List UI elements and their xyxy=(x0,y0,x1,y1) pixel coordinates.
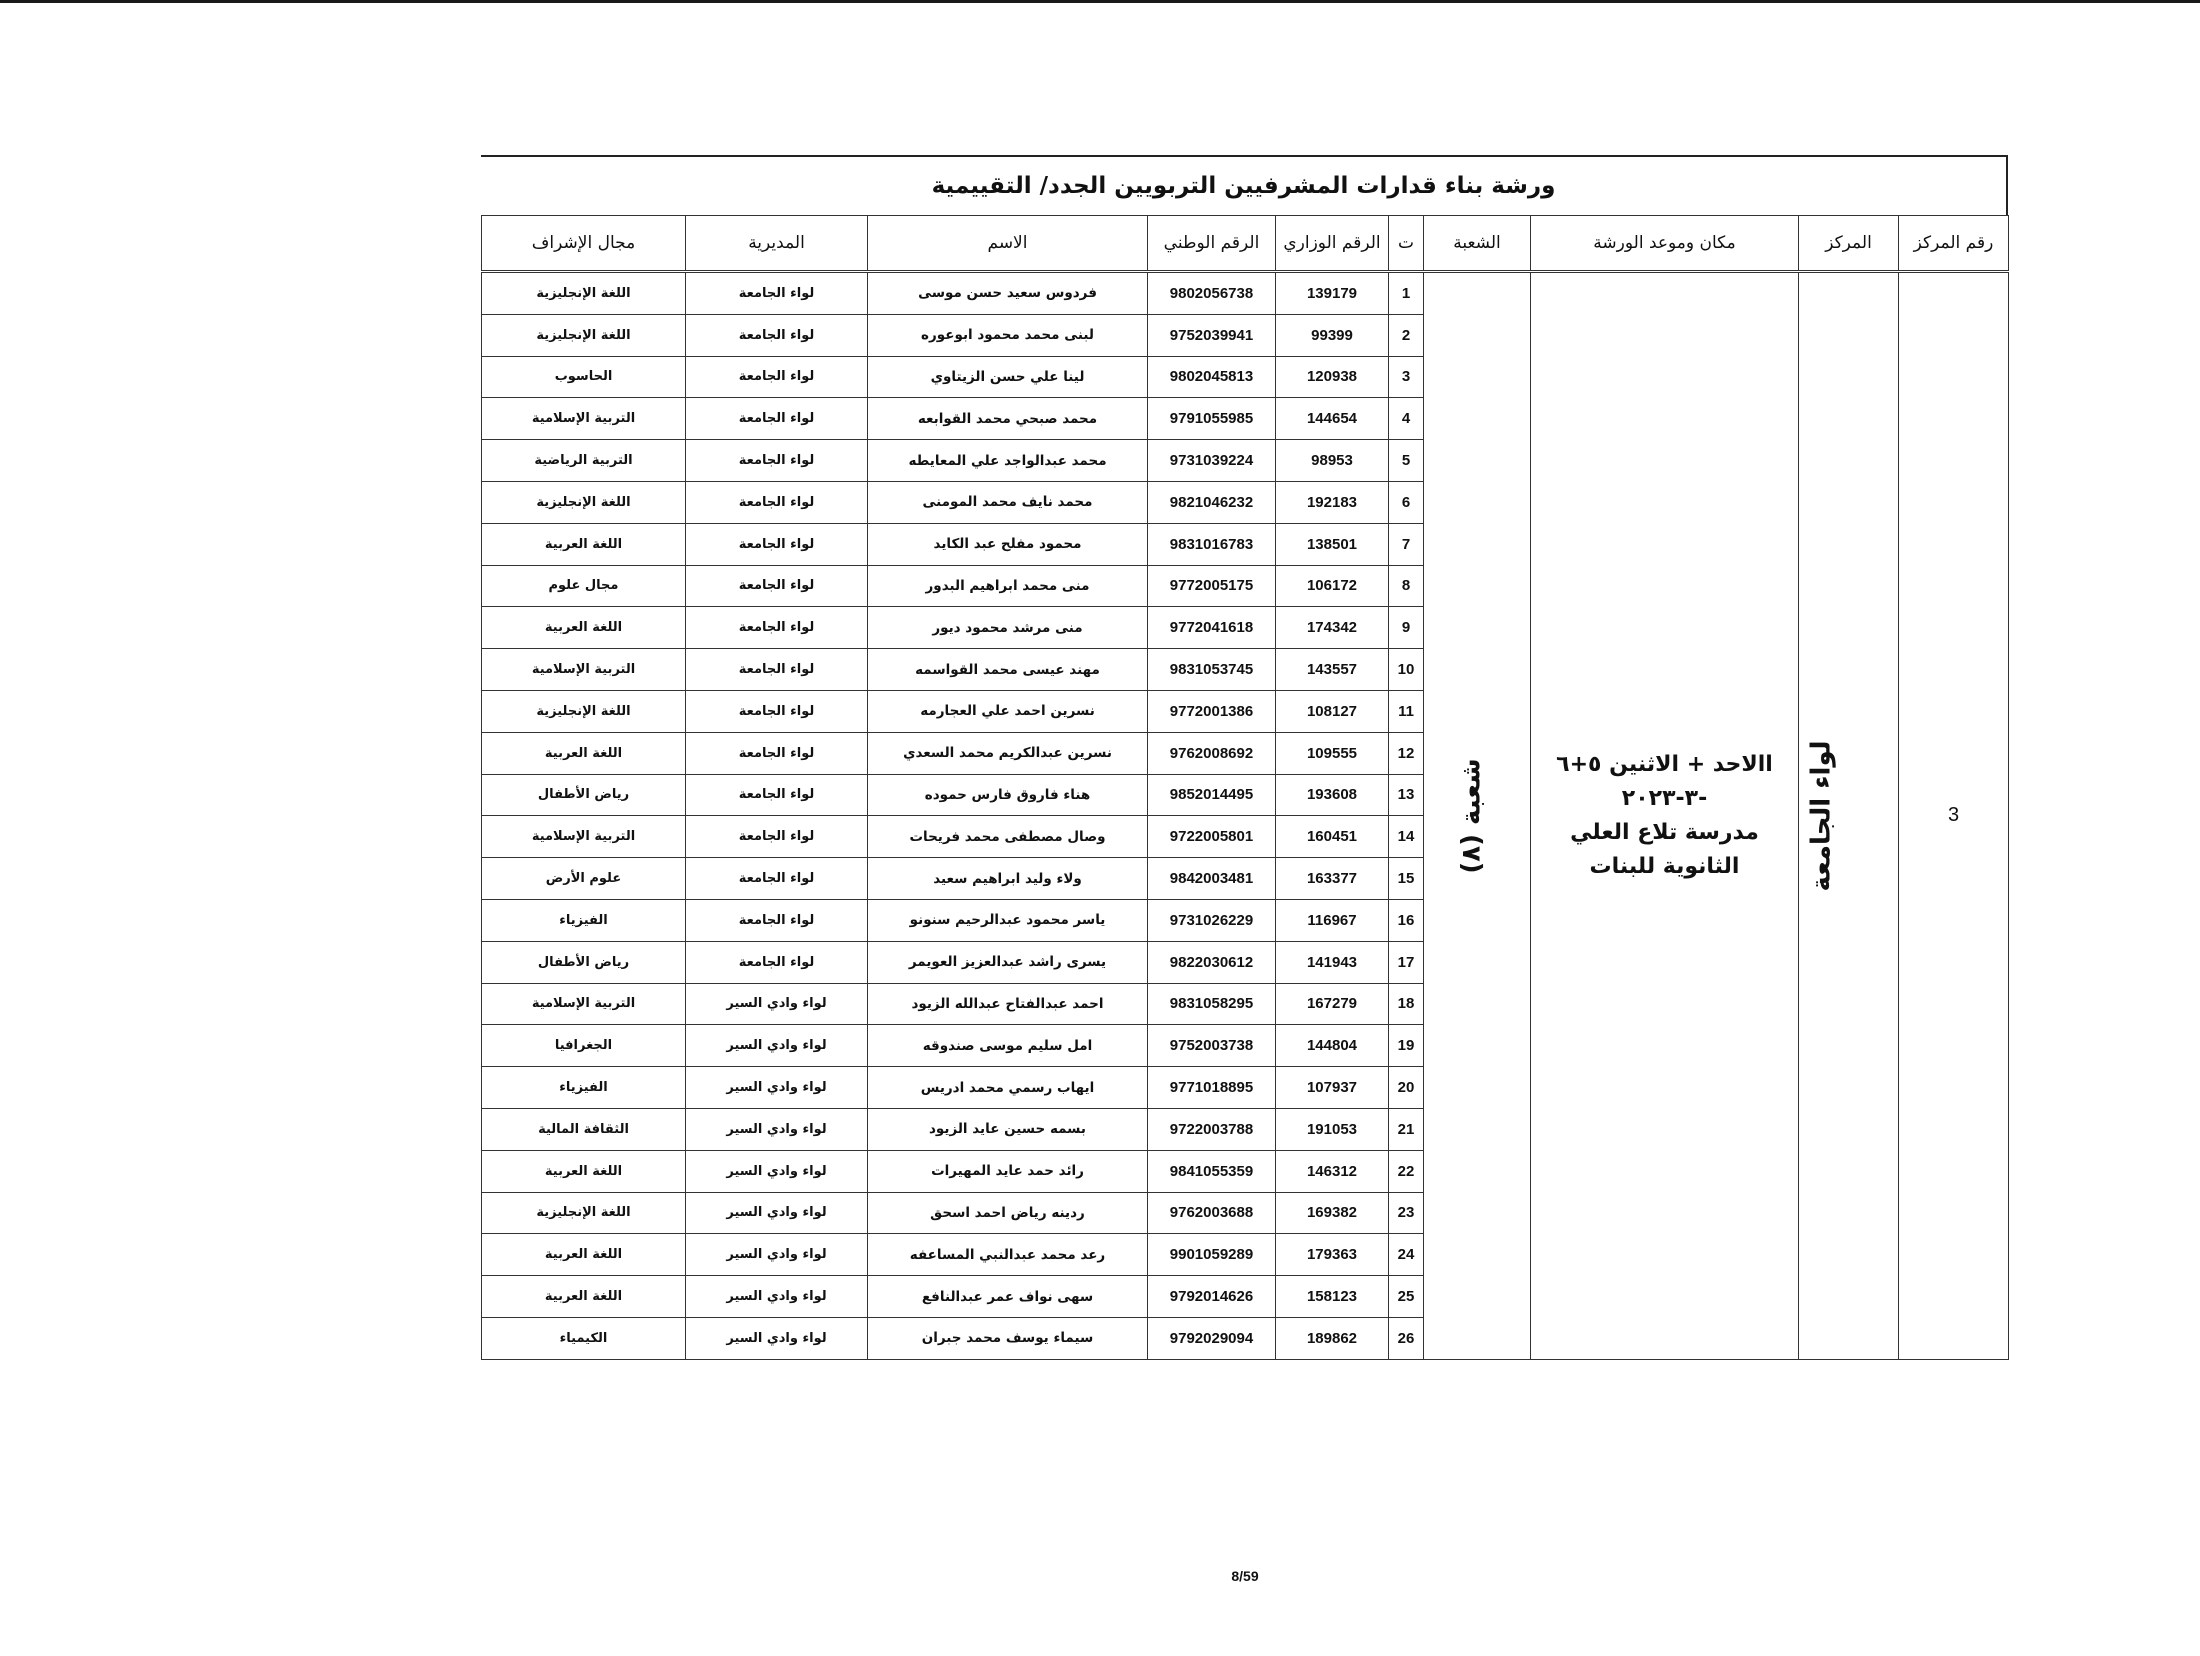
row-national-no: 9831058295 xyxy=(1148,983,1276,1025)
center-cell xyxy=(1799,272,1899,1360)
row-ministry-no: 193608 xyxy=(1276,774,1389,816)
row-name: بسمه حسين عايد الزيود xyxy=(868,1108,1148,1150)
row-seq: 8 xyxy=(1389,565,1424,607)
row-seq: 21 xyxy=(1389,1108,1424,1150)
header-seq: ت xyxy=(1389,216,1424,272)
row-field: رياض الأطفال xyxy=(482,941,686,983)
row-field: رياض الأطفال xyxy=(482,774,686,816)
row-national-no: 9772041618 xyxy=(1148,607,1276,649)
row-seq: 15 xyxy=(1389,858,1424,900)
row-field: التربية الإسلامية xyxy=(482,983,686,1025)
row-directorate: لواء وادي السير xyxy=(686,1067,868,1109)
row-national-no: 9731039224 xyxy=(1148,440,1276,482)
row-national-no: 9842003481 xyxy=(1148,858,1276,900)
row-seq: 9 xyxy=(1389,607,1424,649)
row-national-no: 9831016783 xyxy=(1148,523,1276,565)
row-field: التربية الرياضية xyxy=(482,440,686,482)
row-directorate: لواء الجامعة xyxy=(686,272,868,315)
venue-place: مدرسة تلاع العلي الثانوية للبنات xyxy=(1570,819,1759,879)
row-field: اللغة العربية xyxy=(482,523,686,565)
center-name: لواء الجامعة xyxy=(1806,740,1837,892)
row-name: سهى نواف عمر عبدالنافع xyxy=(868,1276,1148,1318)
row-directorate: لواء الجامعة xyxy=(686,774,868,816)
row-seq: 17 xyxy=(1389,941,1424,983)
row-field: الفيزياء xyxy=(482,899,686,941)
row-name: مهند عيسى محمد القواسمه xyxy=(868,649,1148,691)
table-row xyxy=(482,272,2009,315)
row-name: منى محمد ابراهيم البدور xyxy=(868,565,1148,607)
row-name: نسرين احمد علي العجارمه xyxy=(868,690,1148,732)
row-national-no: 9792029094 xyxy=(1148,1317,1276,1359)
row-seq: 20 xyxy=(1389,1067,1424,1109)
row-national-no: 9802056738 xyxy=(1148,272,1276,315)
row-national-no: 9852014495 xyxy=(1148,774,1276,816)
row-seq: 10 xyxy=(1389,649,1424,691)
row-field: علوم الأرض xyxy=(482,858,686,900)
header-section: الشعبة xyxy=(1424,216,1531,272)
row-field: مجال علوم xyxy=(482,565,686,607)
row-directorate: لواء وادي السير xyxy=(686,1192,868,1234)
row-name: محمود مفلح عبد الكايد xyxy=(868,523,1148,565)
scan-top-edge xyxy=(0,0,2200,3)
row-field: اللغة العربية xyxy=(482,607,686,649)
row-ministry-no: 143557 xyxy=(1276,649,1389,691)
row-ministry-no: 98953 xyxy=(1276,440,1389,482)
document-sheet xyxy=(481,155,2008,1360)
row-directorate: لواء الجامعة xyxy=(686,858,868,900)
row-ministry-no: 138501 xyxy=(1276,523,1389,565)
document-title: ورشة بناء قدارات المشرفيين التربويين الجدد/ التقييمية xyxy=(481,155,2008,215)
row-seq: 1 xyxy=(1389,272,1424,315)
row-directorate: لواء وادي السير xyxy=(686,983,868,1025)
row-directorate: لواء الجامعة xyxy=(686,398,868,440)
row-directorate: لواء الجامعة xyxy=(686,899,868,941)
row-name: ايهاب رسمي محمد ادريس xyxy=(868,1067,1148,1109)
row-national-no: 9831053745 xyxy=(1148,649,1276,691)
row-field: التربية الإسلامية xyxy=(482,398,686,440)
row-field: اللغة الإنجليزية xyxy=(482,481,686,523)
row-directorate: لواء وادي السير xyxy=(686,1234,868,1276)
row-ministry-no: 163377 xyxy=(1276,858,1389,900)
header-center-no: رقم المركز xyxy=(1899,216,2009,272)
row-field: التربية الإسلامية xyxy=(482,649,686,691)
row-field: اللغة العربية xyxy=(482,1276,686,1318)
row-name: وصال مصطفى محمد فريحات xyxy=(868,816,1148,858)
row-directorate: لواء وادي السير xyxy=(686,1025,868,1067)
header-row xyxy=(482,216,2009,272)
row-seq: 18 xyxy=(1389,983,1424,1025)
row-ministry-no: 144654 xyxy=(1276,398,1389,440)
section-cell xyxy=(1424,272,1531,1360)
row-ministry-no: 107937 xyxy=(1276,1067,1389,1109)
row-ministry-no: 169382 xyxy=(1276,1192,1389,1234)
row-field: اللغة العربية xyxy=(482,732,686,774)
row-field: اللغة الإنجليزية xyxy=(482,1192,686,1234)
row-field: اللغة الإنجليزية xyxy=(482,314,686,356)
row-name: نسرين عبدالكريم محمد السعدي xyxy=(868,732,1148,774)
row-name: لينا علي حسن الزيتاوي xyxy=(868,356,1148,398)
row-directorate: لواء الجامعة xyxy=(686,481,868,523)
row-ministry-no: 189862 xyxy=(1276,1317,1389,1359)
row-seq: 24 xyxy=(1389,1234,1424,1276)
row-name: رعد محمد عبدالنبي المساعفه xyxy=(868,1234,1148,1276)
row-directorate: لواء الجامعة xyxy=(686,440,868,482)
header-center: المركز xyxy=(1799,216,1899,272)
venue-cell xyxy=(1531,272,1799,1360)
row-ministry-no: 192183 xyxy=(1276,481,1389,523)
row-national-no: 9821046232 xyxy=(1148,481,1276,523)
row-name: ولاء وليد ابراهيم سعيد xyxy=(868,858,1148,900)
header-directorate: المديرية xyxy=(686,216,868,272)
row-field: الفيزياء xyxy=(482,1067,686,1109)
row-ministry-no: 160451 xyxy=(1276,816,1389,858)
row-name: لبنى محمد محمود ابوعوره xyxy=(868,314,1148,356)
row-national-no: 9772005175 xyxy=(1148,565,1276,607)
row-directorate: لواء الجامعة xyxy=(686,816,868,858)
row-ministry-no: 158123 xyxy=(1276,1276,1389,1318)
row-directorate: لواء الجامعة xyxy=(686,607,868,649)
row-name: ردينه رياض احمد اسحق xyxy=(868,1192,1148,1234)
row-directorate: لواء الجامعة xyxy=(686,523,868,565)
row-ministry-no: 120938 xyxy=(1276,356,1389,398)
row-name: ياسر محمود عبدالرحيم سنونو xyxy=(868,899,1148,941)
row-directorate: لواء وادي السير xyxy=(686,1317,868,1359)
header-venue: مكان وموعد الورشة xyxy=(1531,216,1799,272)
row-national-no: 9762003688 xyxy=(1148,1192,1276,1234)
row-directorate: لواء الجامعة xyxy=(686,356,868,398)
row-national-no: 9752039941 xyxy=(1148,314,1276,356)
row-ministry-no: 144804 xyxy=(1276,1025,1389,1067)
row-field: اللغة العربية xyxy=(482,1234,686,1276)
venue-date: االاحد + الاثنين ٥+٦ -٣-٢٠٢٣ xyxy=(1556,751,1773,811)
header-name: الاسم xyxy=(868,216,1148,272)
row-name: يسرى راشد عبدالعزيز العويمر xyxy=(868,941,1148,983)
row-name: رائد حمد عايد المهيرات xyxy=(868,1150,1148,1192)
center-number-cell xyxy=(1899,272,2009,1360)
row-directorate: لواء الجامعة xyxy=(686,649,868,691)
row-ministry-no: 141943 xyxy=(1276,941,1389,983)
row-seq: 14 xyxy=(1389,816,1424,858)
row-ministry-no: 108127 xyxy=(1276,690,1389,732)
row-directorate: لواء وادي السير xyxy=(686,1108,868,1150)
row-national-no: 9901059289 xyxy=(1148,1234,1276,1276)
row-seq: 4 xyxy=(1389,398,1424,440)
row-national-no: 9752003738 xyxy=(1148,1025,1276,1067)
row-name: هناء فاروق فارس حموده xyxy=(868,774,1148,816)
row-national-no: 9772001386 xyxy=(1148,690,1276,732)
row-name: محمد عبدالواجد علي المعايطه xyxy=(868,440,1148,482)
row-seq: 11 xyxy=(1389,690,1424,732)
row-seq: 16 xyxy=(1389,899,1424,941)
row-national-no: 9722005801 xyxy=(1148,816,1276,858)
header-national-no: الرقم الوطني xyxy=(1148,216,1276,272)
row-national-no: 9791055985 xyxy=(1148,398,1276,440)
row-ministry-no: 146312 xyxy=(1276,1150,1389,1192)
row-ministry-no: 174342 xyxy=(1276,607,1389,649)
row-field: الثقافة المالية xyxy=(482,1108,686,1150)
row-seq: 13 xyxy=(1389,774,1424,816)
row-ministry-no: 179363 xyxy=(1276,1234,1389,1276)
page-number: 8/59 xyxy=(1231,1568,1259,1584)
row-ministry-no: 167279 xyxy=(1276,983,1389,1025)
row-seq: 23 xyxy=(1389,1192,1424,1234)
row-name: فردوس سعيد حسن موسى xyxy=(868,272,1148,315)
row-seq: 7 xyxy=(1389,523,1424,565)
row-directorate: لواء الجامعة xyxy=(686,314,868,356)
row-seq: 26 xyxy=(1389,1317,1424,1359)
row-national-no: 9792014626 xyxy=(1148,1276,1276,1318)
row-directorate: لواء الجامعة xyxy=(686,690,868,732)
row-seq: 25 xyxy=(1389,1276,1424,1318)
row-seq: 6 xyxy=(1389,481,1424,523)
row-directorate: لواء الجامعة xyxy=(686,941,868,983)
row-field: اللغة الإنجليزية xyxy=(482,690,686,732)
row-field: الكيمياء xyxy=(482,1317,686,1359)
row-ministry-no: 109555 xyxy=(1276,732,1389,774)
row-directorate: لواء الجامعة xyxy=(686,732,868,774)
row-field: التربية الإسلامية xyxy=(482,816,686,858)
row-ministry-no: 116967 xyxy=(1276,899,1389,941)
row-ministry-no: 106172 xyxy=(1276,565,1389,607)
row-national-no: 9822030612 xyxy=(1148,941,1276,983)
row-name: سيماء يوسف محمد جبران xyxy=(868,1317,1148,1359)
row-name: محمد صبحي محمد القوابعه xyxy=(868,398,1148,440)
row-name: محمد نايف محمد المومنى xyxy=(868,481,1148,523)
row-national-no: 9731026229 xyxy=(1148,899,1276,941)
row-ministry-no: 99399 xyxy=(1276,314,1389,356)
row-national-no: 9762008692 xyxy=(1148,732,1276,774)
row-seq: 12 xyxy=(1389,732,1424,774)
row-seq: 19 xyxy=(1389,1025,1424,1067)
row-seq: 3 xyxy=(1389,356,1424,398)
row-national-no: 9841055359 xyxy=(1148,1150,1276,1192)
center-number: 3 xyxy=(1947,804,1960,827)
row-field: الجغرافيا xyxy=(482,1025,686,1067)
row-ministry-no: 139179 xyxy=(1276,272,1389,315)
header-ministry-no: الرقم الوزاري xyxy=(1276,216,1389,272)
row-ministry-no: 191053 xyxy=(1276,1108,1389,1150)
participants-table xyxy=(481,215,2009,1360)
row-national-no: 9802045813 xyxy=(1148,356,1276,398)
row-directorate: لواء الجامعة xyxy=(686,565,868,607)
row-name: امل سليم موسى صندوقه xyxy=(868,1025,1148,1067)
row-national-no: 9771018895 xyxy=(1148,1067,1276,1109)
row-field: اللغة الإنجليزية xyxy=(482,272,686,315)
row-directorate: لواء وادي السير xyxy=(686,1276,868,1318)
row-field: اللغة العربية xyxy=(482,1150,686,1192)
row-seq: 22 xyxy=(1389,1150,1424,1192)
table-body xyxy=(482,272,2009,1360)
header-field: مجال الإشراف xyxy=(482,216,686,272)
row-name: منى مرشد محمود ديور xyxy=(868,607,1148,649)
row-field: الحاسوب xyxy=(482,356,686,398)
row-directorate: لواء وادي السير xyxy=(686,1150,868,1192)
section-name: شعبة (٨) xyxy=(1456,758,1487,874)
row-seq: 5 xyxy=(1389,440,1424,482)
row-seq: 2 xyxy=(1389,314,1424,356)
row-name: احمد عبدالفتاح عبدالله الزيود xyxy=(868,983,1148,1025)
row-national-no: 9722003788 xyxy=(1148,1108,1276,1150)
